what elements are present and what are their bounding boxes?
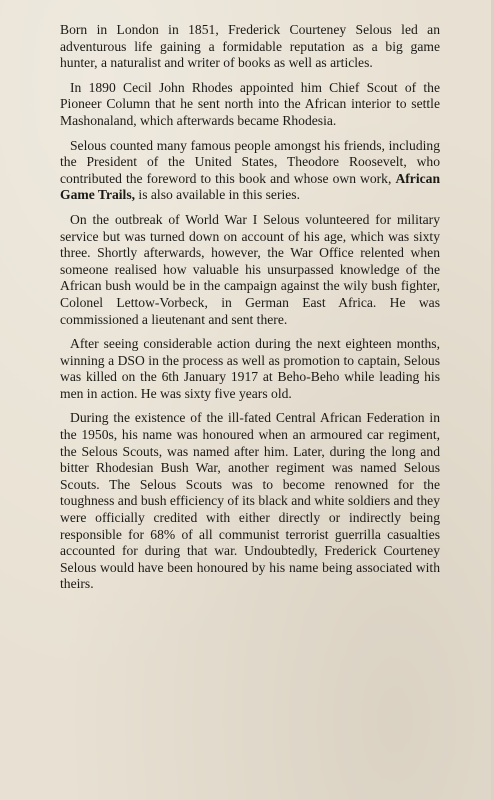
paragraph-friends [60, 138, 440, 204]
paragraph-selous-scouts: During the existence of the ill-fated Central African Federation in the 1950s, his name was honoured when an armoured car regiment, the Selous Scouts, was named after him. Later, during the long and bitter Rhodesian Bush War, another regiment was named Selous Scouts. The Selous Scouts was to become renowned for the toughness and bush efficiency of its black and white soldiers and they were officially credited with either directly or indirectly being responsible for 68% of all communist terrorist guerrilla casualties accounted for during that war. Undoubtedly, Frederick Courteney Selous would have been honoured by his name being associated with theirs. [60, 410, 440, 592]
paragraph-death: After seeing considerable action during the next eighteen months, winning a DSO in the process as well as promotion to captain, Selous was killed on the 6th January 1917 at Beho-Beho while leading his men in action. He was sixty five years old. [60, 336, 440, 401]
paragraph-birth: Born in London in 1851, Frederick Courteney Selous led an adventurous life gaining a formidable reputation as a big game hunter, a naturalist and writer of books as well as articles. [60, 22, 440, 71]
book-title-african-game-trails: African Game Trails, [60, 170, 440, 203]
paragraph-chief-scout: In 1890 Cecil John Rhodes appointed him Chief Scout of the Pioneer Column that he sent north into the African interior to settle Mashonaland, which afterwards became Rhodesia. [60, 79, 440, 128]
biography-text-column [60, 22, 440, 601]
paragraph-friends-text: Selous counted many famous people amongst his friends, including the President of the United States, Theodore Roosevelt, who contributed the foreword to this book and whose own work, [60, 137, 440, 186]
paragraph-friends-tail: is also available in this series. [135, 187, 300, 203]
paragraph-world-war: On the outbreak of World War I Selous volunteered for military service but was turned down on account of his age, which was sixty three. Shortly afterwards, however, the War Office relented when someone realised how valuable his unsurpassed knowledge of the African bush would be in the campaign against the wily bush fighter, Colonel Lettow-Vorbeck, in German East Africa. He was commissioned a lieutenant and sent there. [60, 211, 440, 327]
